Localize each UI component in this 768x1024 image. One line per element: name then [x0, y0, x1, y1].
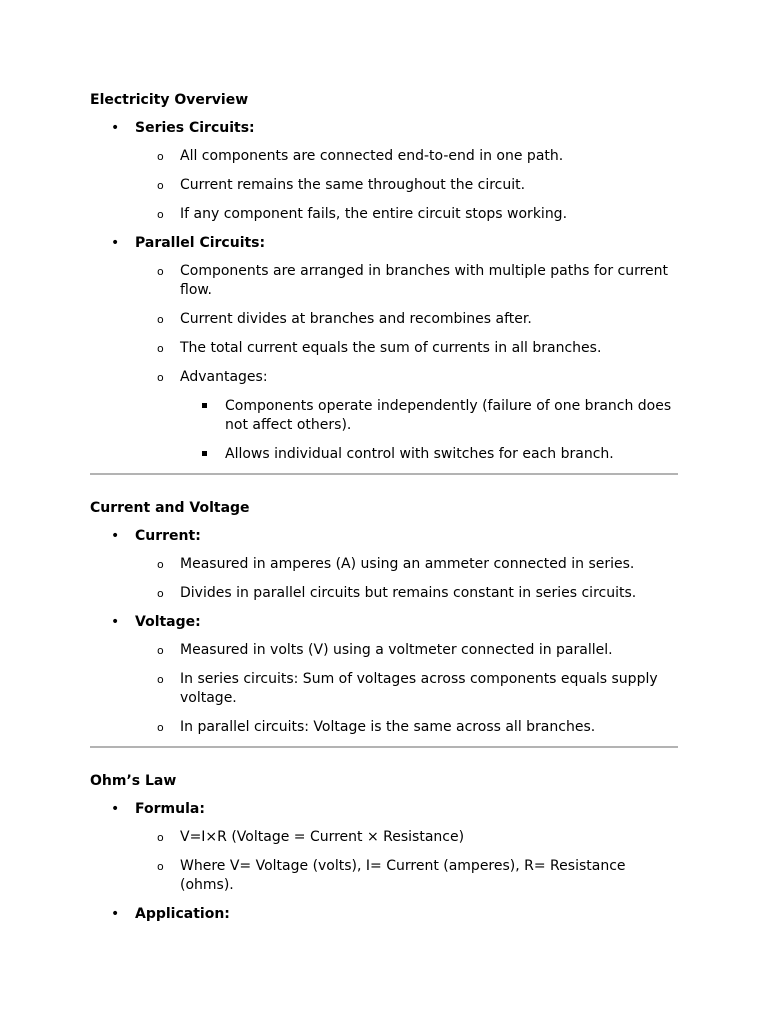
item-text: V=I×R (Voltage = Current × Resistance): [180, 829, 465, 845]
circle-bullet-icon: o: [157, 265, 164, 278]
list-item-application: [90, 905, 678, 924]
section-electricity-overview: [90, 91, 678, 464]
item-heading: Application:: [135, 906, 230, 922]
sub-list-item: [135, 555, 678, 574]
section-ohms-law: [90, 772, 678, 924]
sub-list-item: [135, 205, 678, 224]
bullet-icon: •: [111, 235, 120, 251]
item-text: In series circuits: Sum of voltages across components equals supply voltage.: [180, 671, 658, 706]
sub-list-item: [135, 584, 678, 603]
item-text: In parallel circuits: Voltage is the same across all branches.: [180, 719, 596, 735]
sub-list: [135, 147, 678, 224]
item-text: Measured in amperes (A) using an ammeter connected in series.: [180, 556, 635, 572]
nested-list-item: [180, 445, 678, 464]
nested-list: [180, 397, 678, 464]
item-text: All components are connected end-to-end in one path.: [180, 148, 564, 164]
bullet-icon: •: [111, 528, 120, 544]
item-text: Components are arranged in branches with multiple paths for current flow.: [180, 263, 669, 298]
sub-list: [135, 641, 678, 737]
bullet-icon: •: [111, 906, 120, 922]
sub-list: [135, 555, 678, 603]
square-bullet-icon: [202, 403, 207, 408]
item-text: Measured in volts (V) using a voltmeter connected in parallel.: [180, 642, 613, 658]
sub-list-item: [135, 176, 678, 195]
circle-bullet-icon: o: [157, 371, 164, 384]
section-current-and-voltage: [90, 499, 678, 737]
sub-list-item: [135, 310, 678, 329]
list-item-current: [90, 527, 678, 603]
circle-bullet-icon: o: [157, 558, 164, 571]
sub-list-item: [135, 718, 678, 737]
item-text: Current divides at branches and recombines after.: [180, 311, 532, 327]
divider: [90, 473, 678, 475]
sub-list-item-advantages: [135, 368, 678, 464]
sub-list-item: [135, 262, 678, 300]
sub-list-item: [135, 670, 678, 708]
circle-bullet-icon: o: [157, 587, 164, 600]
nested-list-item: [180, 397, 678, 435]
circle-bullet-icon: o: [157, 313, 164, 326]
section-title: Ohm’s Law: [90, 773, 177, 789]
circle-bullet-icon: o: [157, 860, 164, 873]
circle-bullet-icon: o: [157, 644, 164, 657]
circle-bullet-icon: o: [157, 673, 164, 686]
list-item-voltage: [90, 613, 678, 737]
bullet-list: [90, 119, 678, 464]
item-text: Divides in parallel circuits but remains constant in series circuits.: [180, 585, 637, 601]
sub-list-item: [135, 641, 678, 660]
list-item-formula: [90, 800, 678, 895]
document-page: [90, 91, 678, 933]
circle-bullet-icon: o: [157, 721, 164, 734]
sub-list: [135, 828, 678, 895]
item-heading: Parallel Circuits:: [135, 235, 266, 251]
item-text: Where V= Voltage (volts), I= Current (amperes), R= Resistance (ohms).: [180, 858, 626, 893]
list-item-series-circuits: [90, 119, 678, 224]
circle-bullet-icon: o: [157, 179, 164, 192]
item-text: Advantages:: [180, 369, 268, 385]
divider: [90, 746, 678, 748]
circle-bullet-icon: o: [157, 208, 164, 221]
item-text: If any component fails, the entire circuit stops working.: [180, 206, 568, 222]
item-text: Current remains the same throughout the circuit.: [180, 177, 526, 193]
bullet-icon: •: [111, 614, 120, 630]
circle-bullet-icon: o: [157, 831, 164, 844]
bullet-list: [90, 800, 678, 924]
item-text: Components operate independently (failure of one branch does not affect others).: [225, 398, 672, 433]
bullet-icon: •: [111, 120, 120, 136]
bullet-list: [90, 527, 678, 737]
item-text: Allows individual control with switches for each branch.: [225, 446, 614, 462]
item-text: The total current equals the sum of currents in all branches.: [180, 340, 602, 356]
item-heading: Current:: [135, 528, 201, 544]
section-title: Electricity Overview: [90, 92, 249, 108]
circle-bullet-icon: o: [157, 342, 164, 355]
item-heading: Series Circuits:: [135, 120, 255, 136]
circle-bullet-icon: o: [157, 150, 164, 163]
list-item-parallel-circuits: [90, 234, 678, 464]
item-heading: Formula:: [135, 801, 205, 817]
bullet-icon: •: [111, 801, 120, 817]
sub-list-item: [135, 828, 678, 847]
sub-list-item: [135, 857, 678, 895]
sub-list-item: [135, 339, 678, 358]
square-bullet-icon: [202, 451, 207, 456]
section-title: Current and Voltage: [90, 500, 250, 516]
sub-list: [135, 262, 678, 464]
item-heading: Voltage:: [135, 614, 201, 630]
sub-list-item: [135, 147, 678, 166]
